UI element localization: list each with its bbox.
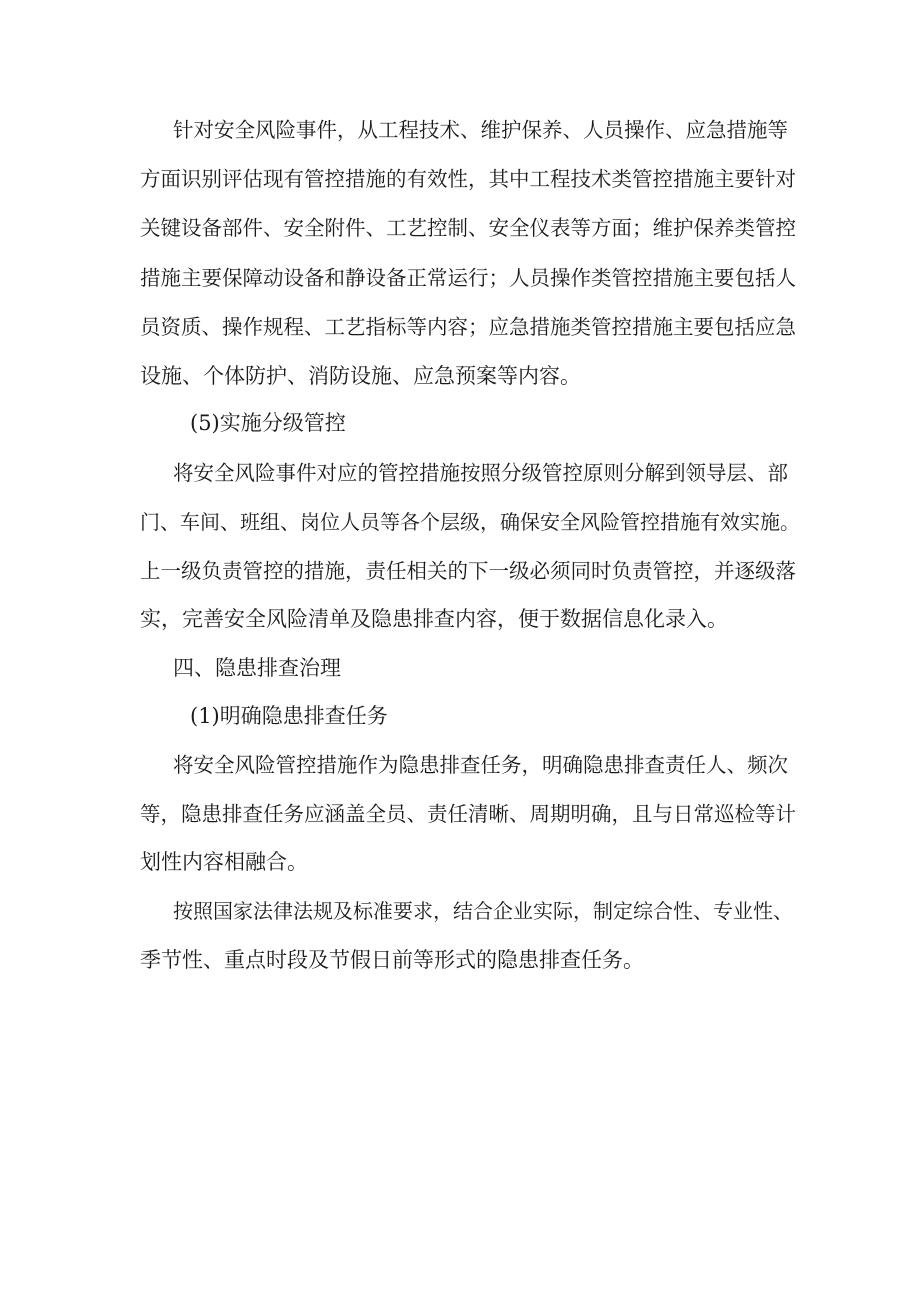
paragraph-1-line-2: 方面识别评估现有管控措施的有效性，其中工程技术类管控措施主要针对 bbox=[140, 167, 796, 191]
paragraph-3-line-3: 划性内容相融合。 bbox=[140, 850, 308, 874]
paragraph-3-line-1: 将安全风险管控措施作为隐患排查任务，明确隐患排查责任人、频次 bbox=[173, 753, 788, 777]
paragraph-2-line-2: 门、车间、班组、岗位人员等各个层级，确保安全风险管控措施有效实施。 bbox=[140, 510, 800, 534]
paragraph-1-line-4: 措施主要保障动设备和静设备正常运行；人员操作类管控措施主要包括人 bbox=[140, 266, 796, 290]
paragraph-2-line-1: 将安全风险事件对应的管控措施按照分级管控原则分解到领导层、部 bbox=[173, 461, 788, 485]
paragraph-3-line-2: 等，隐患排查任务应涵盖全员、责任清晰、周期明确，且与日常巡检等计 bbox=[140, 802, 796, 826]
paragraph-2-line-3: 上一级负责管控的措施，责任相关的下一级必须同时负责管控，并逐级落 bbox=[140, 559, 796, 583]
paragraph-4-line-2: 季节性、重点时段及节假日前等形式的隐患排查任务。 bbox=[140, 948, 644, 972]
subheading-5: (5)实施分级管控 bbox=[190, 411, 346, 435]
paragraph-4-line-1: 按照国家法律法规及标准要求，结合企业实际，制定综合性、专业性、 bbox=[173, 899, 793, 923]
paragraph-1-line-6: 设施、个体防护、消防设施、应急预案等内容。 bbox=[140, 364, 581, 388]
paragraph-2-line-4: 实，完善安全风险清单及隐患排查内容，便于数据信息化录入。 bbox=[140, 607, 728, 631]
paragraph-1-line-3: 关键设备部件、安全附件、工艺控制、安全仪表等方面；维护保养类管控 bbox=[140, 216, 796, 240]
paragraph-1-line-5: 员资质、操作规程、工艺指标等内容；应急措施类管控措施主要包括应急 bbox=[140, 315, 796, 339]
subheading-1: (1)明确隐患排查任务 bbox=[190, 704, 388, 728]
paragraph-1-line-1: 针对安全风险事件，从工程技术、维护保养、人员操作、应急措施等 bbox=[173, 118, 788, 142]
section-4-heading: 四、隐患排查治理 bbox=[173, 656, 341, 680]
